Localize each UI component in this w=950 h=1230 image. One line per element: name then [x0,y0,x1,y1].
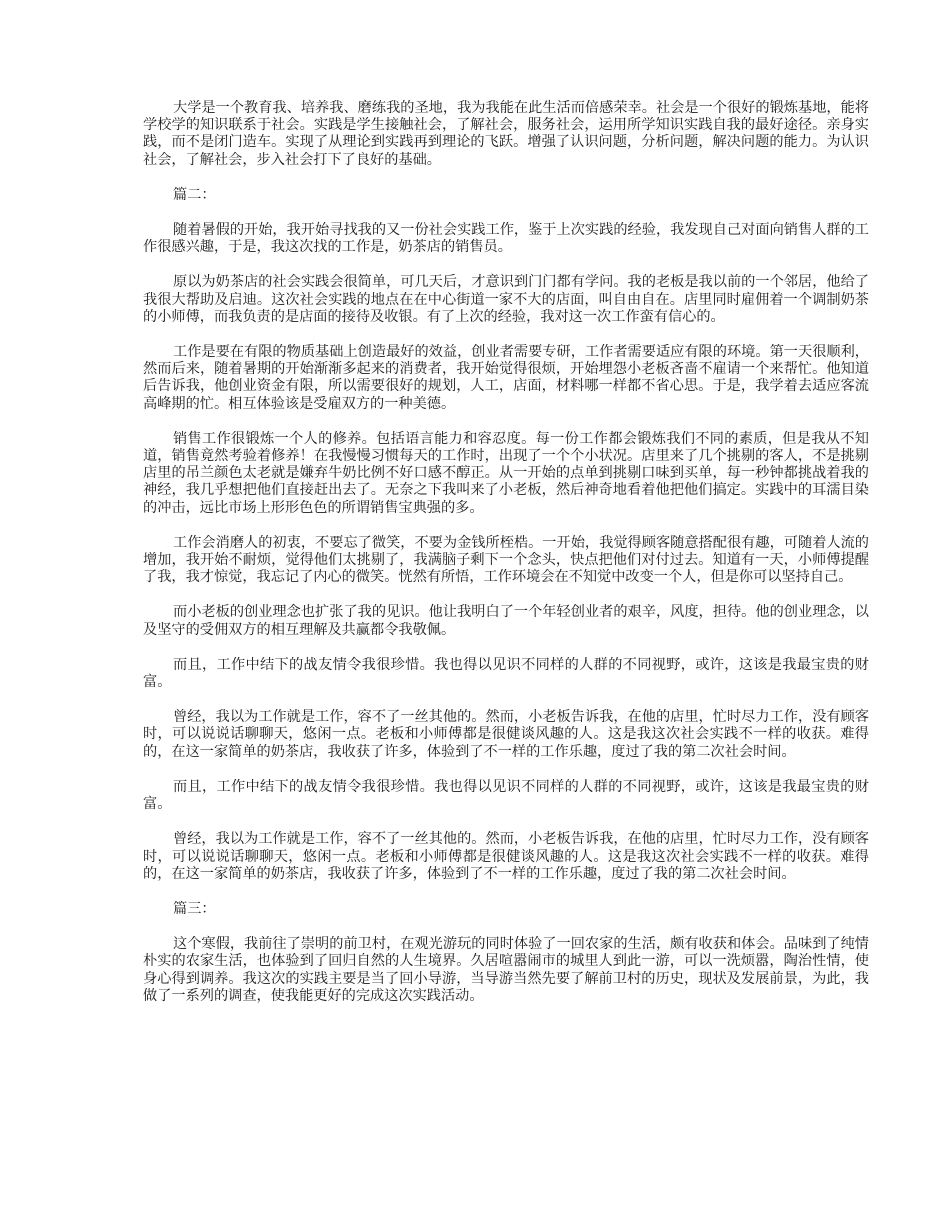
paragraph: 曾经，我以为工作就是工作，容不了一丝其他的。然而，小老板告诉我，在他的店里，忙时尽力工作，没有顾客时，可以说说话聊聊天，悠闲一点。老板和小师傅都是很健谈风趣的人。这是我这次社会实践不一样的收获。难得的，在这一家简单的奶茶店，我收获了许多，体验到了不一样的工作乐趣，度过了我的第二次社会时间。 [143,831,869,882]
paragraph: 销售工作很锻炼一个人的修养。包括语言能力和容忍度。每一份工作都会锻炼我们不同的素质，但是我从不知道，销售竟然考验着修养！在我慢慢习惯每天的工作时，出现了一个个小状况。店里来了几个挑剔的客人，不是挑剔店里的吊兰颜色太老就是嫌弃牛奶比例不好口感不醇正。从一开始的点单到挑剔口味到买单，每一秒钟都挑战着我的神经，我几乎想把他们直接赶出去了。无奈之下我叫来了小老板，然后神奇地看着他把他们搞定。实践中的耳濡目染的冲击，远比市场上形形色色的所谓销售宝典强的多。 [143,430,869,516]
paragraph: 工作是要在有限的物质基础上创造最好的效益，创业者需要专研，工作者需要适应有限的环境。第一天很顺利，然而后来，随着暑期的开始渐渐多起来的消费者，我开始觉得很烦，开始埋怨小老板吝啬不雇请一个来帮忙。他知道后告诉我，他创业资金有限，所以需要很好的规划，人工，店面，材料哪一样都不省心思。于是，我学着去适应客流高峰期的忙。相互体验该是受雇双方的一种美德。 [143,344,869,412]
paragraph: 大学是一个教育我、培养我、磨练我的圣地，我为我能在此生活而倍感荣幸。社会是一个很好的锻炼基地，能将学校学的知识联系于社会。实践是学生接触社会，了解社会，服务社会，运用所学知识实践自我的最好途径。亲身实践，而不是闭门造车。实现了从理论到实践再到理论的飞跃。增强了认识问题，分析问题，解决问题的能力。为认识社会，了解社会，步入社会打下了良好的基础。 [143,100,869,168]
paragraph: 工作会消磨人的初衷，不要忘了微笑，不要为金钱所桎梏。一开始，我觉得顾客随意搭配很有趣，可随着人流的增加，我开始不耐烦，觉得他们太挑剔了，我满脑子剩下一个念头，快点把他们对付过去。知道有一天，小师傅提醒了我，我才惊觉，我忘记了内心的微笑。恍然有所悟，工作环境会在不知觉中改变一个人，但是你可以坚持自己。 [143,534,869,586]
section-heading: 篇三： [173,900,216,917]
paragraph: 而且，工作中结下的战友情令我很珍惜。我也得以见识不同样的人群的不同视野，或许，这该是我最宝贵的财富。 [143,656,869,691]
paragraph: 而且，工作中结下的战友情令我很珍惜。我也得以见识不同样的人群的不同视野，或许，这该是我最宝贵的财富。 [143,778,869,813]
section-heading: 篇二： [173,186,216,203]
paragraph: 原以为奶茶店的社会实践会很简单，可几天后，才意识到门门都有学问。我的老板是我以前的一个邻居，他给了我很大帮助及启迪。这次社会实践的地点在在中心街道一家不大的店面，叫自由自在。店里同时雇佣着一个调制奶茶的小师傅，而我负责的是店面的接待及收银。有了上次的经验，我对这一次工作蛮有信心的。 [143,274,869,325]
paragraph: 而小老板的创业理念也扩张了我的见识。他让我明白了一个年轻创业者的艰辛，风度，担待。他的创业理念，以及坚守的受佣双方的相互理解及共赢都令我敬佩。 [143,604,869,638]
paragraph: 这个寒假，我前往了崇明的前卫村，在观光游玩的同时体验了一回农家的生活，颇有收获和体会。品味到了纯情朴实的农家生活，也体验到了回归自然的人生境界。久居喧嚣闹市的城里人到此一游，可以一洗烦嚣，陶治性情，使身心得到调养。我这次的实践主要是当了回小导游，当导游当然先要了解前卫村的历史，现状及发展前景，为此，我做了一系列的调查，使我能更好的完成这次实践活动。 [143,936,869,1004]
document-body [143,100,869,1023]
paragraph: 曾经，我以为工作就是工作，容不了一丝其他的。然而，小老板告诉我，在他的店里，忙时尽力工作，没有顾客时，可以说说话聊聊天，悠闲一点。老板和小师傅都是很健谈风趣的人。这是我这次社会实践不一样的收获。难得的，在这一家简单的奶茶店，我收获了许多，体验到了不一样的工作乐趣，度过了我的第二次社会时间。 [143,709,869,760]
paragraph: 随着暑假的开始，我开始寻找我的又一份社会实践工作，鉴于上次实践的经验，我发现自己对面向销售人群的工作很感兴趣，于是，我这次找的工作是，奶茶店的销售员。 [143,222,869,256]
